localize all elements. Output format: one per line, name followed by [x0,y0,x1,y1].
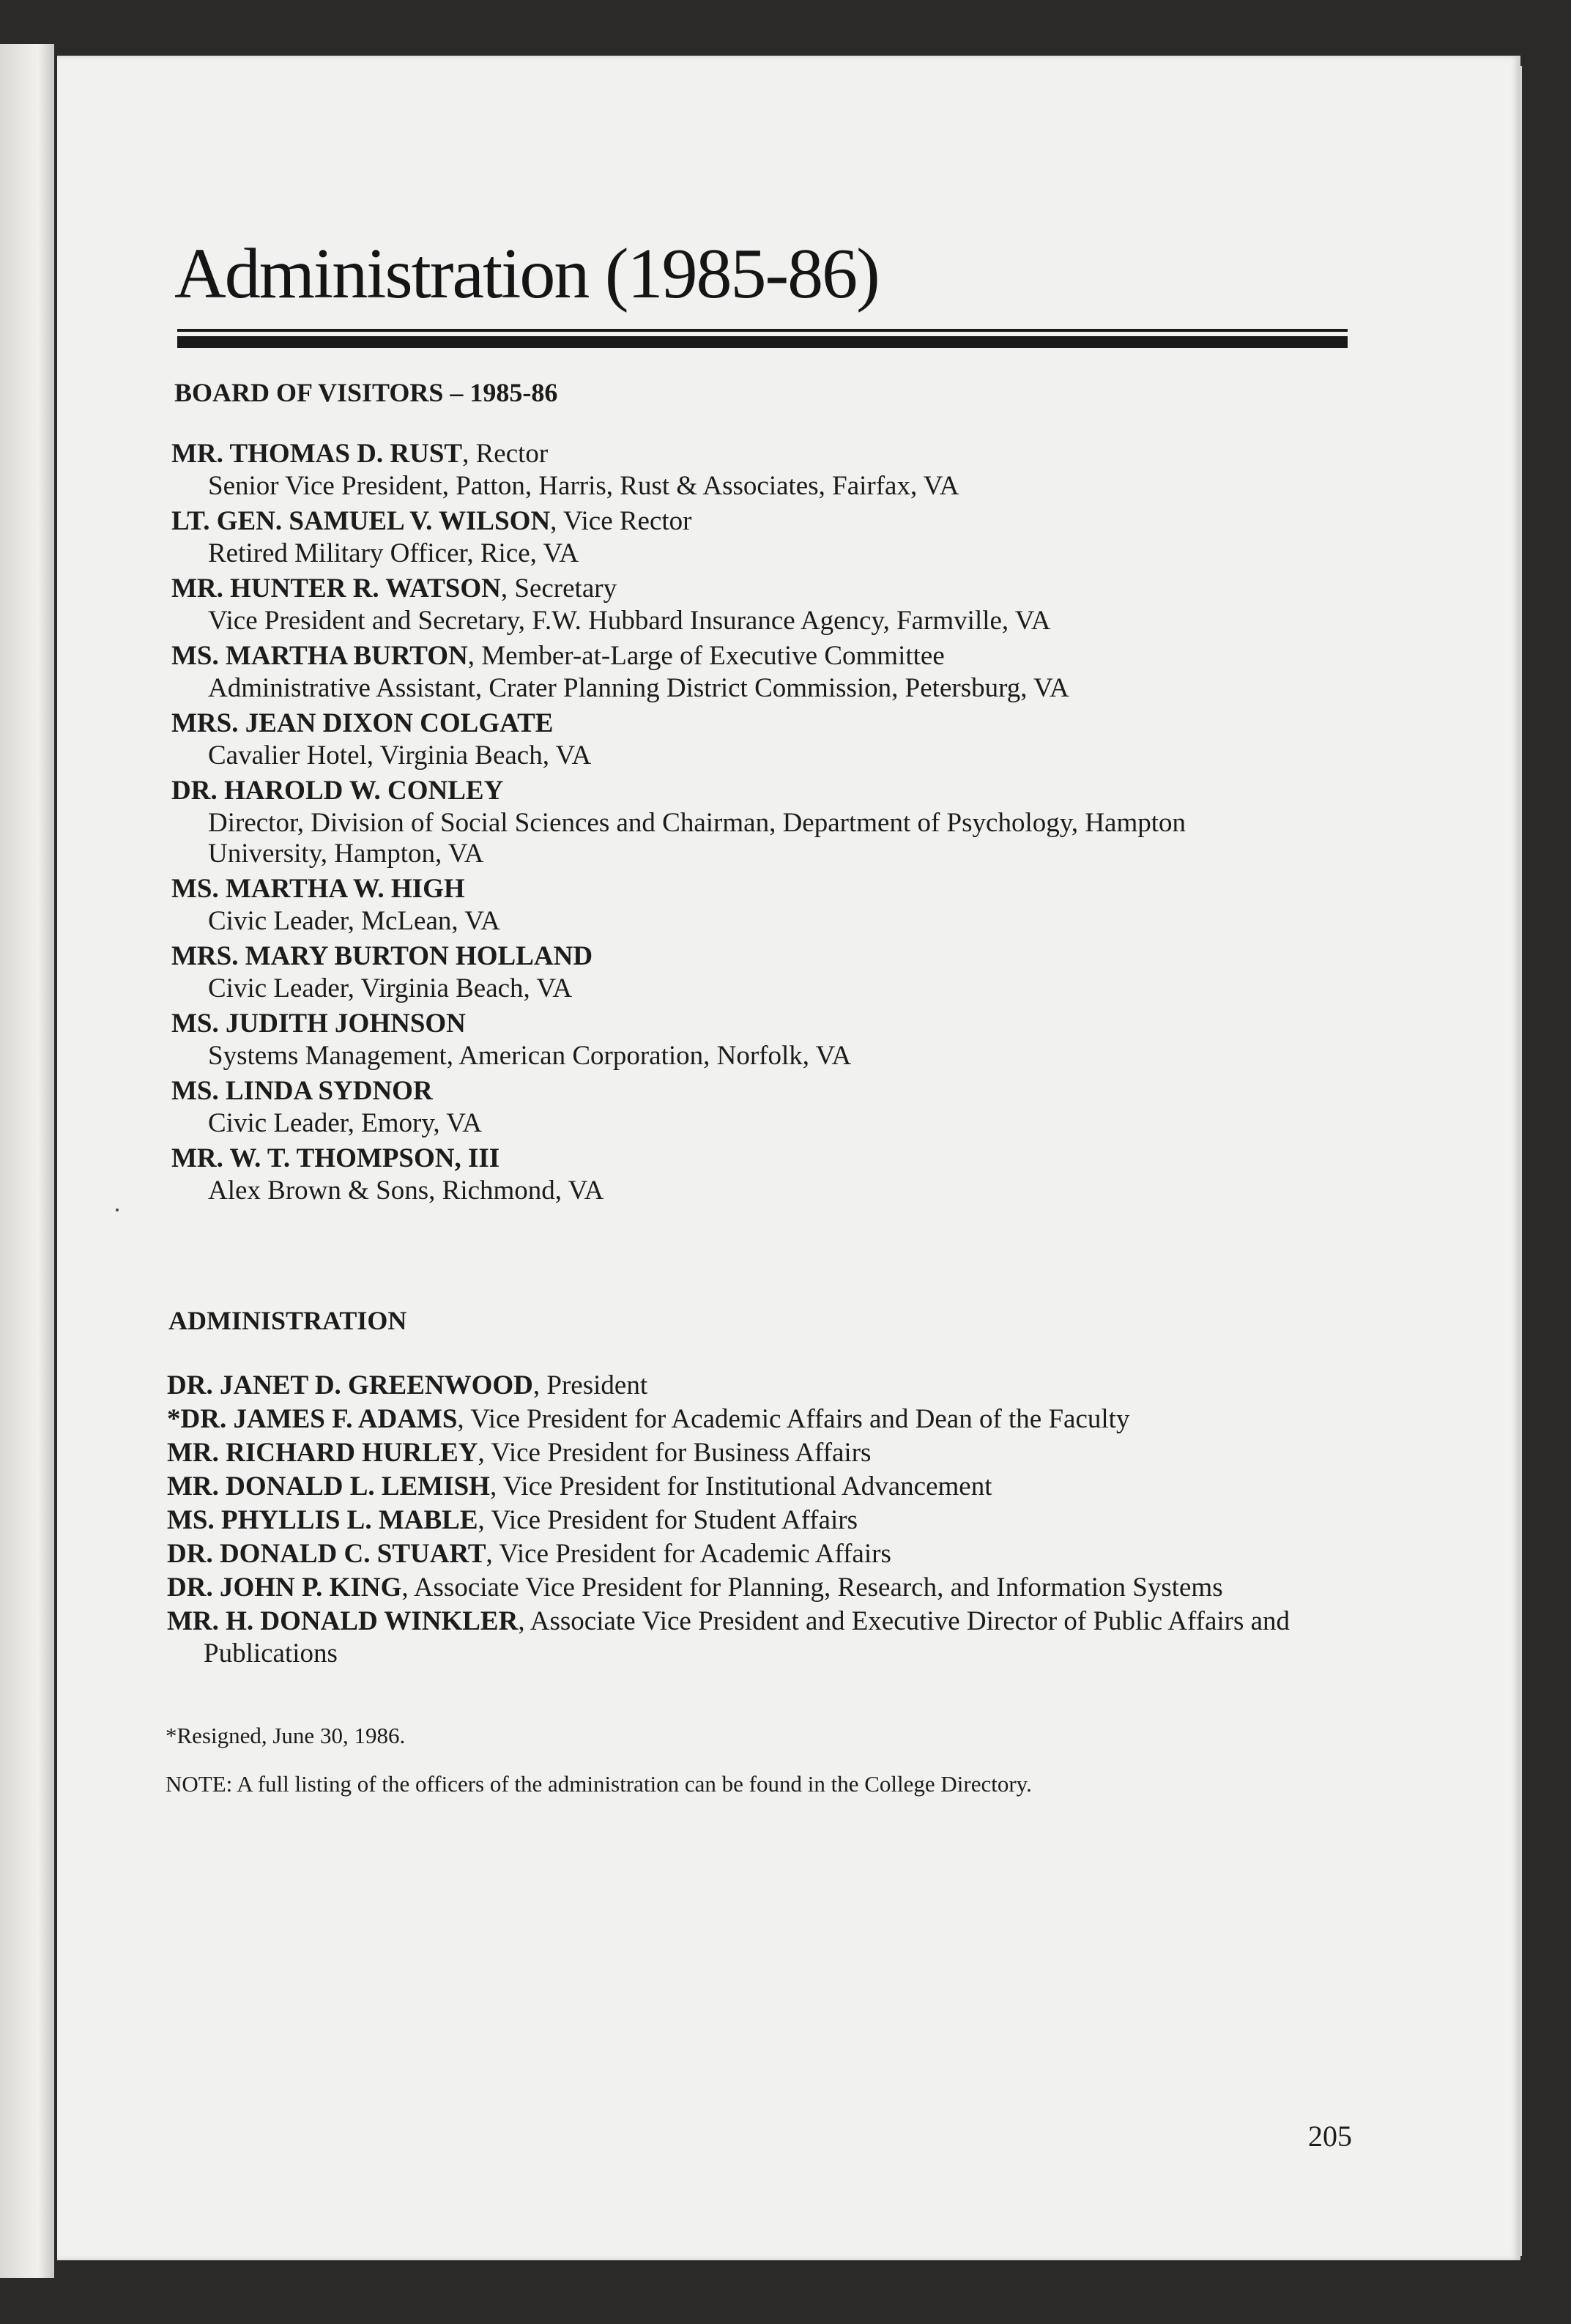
officer-name: MR. RICHARD HURLEY [167,1438,478,1468]
member-name: MS. LINDA SYDNOR [171,1076,433,1106]
member-affiliation: Civic Leader, McLean, VA [208,906,500,936]
stray-mark [116,1209,119,1211]
officer-title: , Vice President for Academic Affairs and Dean of the Faculty [457,1404,1130,1434]
member-name: LT. GEN. SAMUEL V. WILSON [171,506,551,536]
page-title: Administration (1985-86) [174,234,879,313]
board-member [171,505,1416,569]
board-member [171,639,1416,704]
administration-officers-list [167,1370,1310,1671]
board-member [171,940,1416,1004]
member-name: MS. MARTHA BURTON [171,641,468,671]
board-member [171,437,1416,502]
officer-name: MR. H. DONALD WINKLER [167,1606,519,1636]
officer-name: DR. JANET D. GREENWOOD [167,1370,533,1400]
board-heading: BOARD OF VISITORS – 1985-86 [174,378,558,407]
member-affiliation: Civic Leader, Virginia Beach, VA [208,973,573,1003]
officer-title: , Vice President for Institutional Advancement [489,1471,992,1501]
officer-title: , Vice President for Academic Affairs [486,1539,891,1569]
board-member [171,1074,1416,1139]
member-affiliation: Senior Vice President, Patton, Harris, Rust & Associates, Fairfax, VA [208,471,959,501]
member-affiliation: Civic Leader, Emory, VA [208,1108,482,1138]
officer-title: , Vice President for Business Affairs [478,1438,872,1468]
member-affiliation: Director, Division of Social Sciences and Chairman, Department of Psychology, Hampton University, Hampton, VA [208,808,1186,869]
officer-entry [167,1605,1310,1670]
board-members-list [171,437,1416,1209]
resignation-footnote: *Resigned, June 30, 1986. [166,1723,406,1748]
member-name: MS. JUDITH JOHNSON [171,1009,466,1039]
member-name: MS. MARTHA W. HIGH [171,874,465,904]
board-member [171,1142,1416,1206]
member-affiliation: Alex Brown & Sons, Richmond, VA [208,1176,604,1206]
officer-name: MR. DONALD L. LEMISH [167,1471,490,1501]
member-name: MRS. JEAN DIXON COLGATE [171,708,554,738]
officer-name: MS. PHYLLIS L. MABLE [167,1505,478,1535]
officer-entry [167,1437,1310,1469]
title-rule-thin [177,329,1348,332]
officer-title: , President [532,1370,648,1400]
member-name: MR. W. T. THOMPSON, III [171,1143,500,1173]
officer-name: *DR. JAMES F. ADAMS [167,1404,458,1434]
directory-note: NOTE: A full listing of the officers of the administration can be found in the College Directory. [166,1771,1032,1797]
member-name: MR. HUNTER R. WATSON [171,573,501,604]
board-member [171,1007,1416,1072]
board-member [171,707,1416,771]
officer-name: DR. DONALD C. STUART [167,1539,486,1569]
officer-entry [167,1572,1310,1604]
officer-title: , Associate Vice President for Planning, Research, and Information Systems [401,1573,1223,1603]
officer-entry [167,1538,1310,1570]
member-name: DR. HAROLD W. CONLEY [171,776,504,806]
title-rule-thick [177,336,1348,348]
board-member [171,872,1416,937]
member-name: MRS. MARY BURTON HOLLAND [171,941,593,971]
officer-entry [167,1504,1310,1537]
adjacent-page-edge [0,44,54,2278]
member-affiliation: Retired Military Officer, Rice, VA [208,538,579,568]
member-role: , Member-at-Large of Executive Committee [467,641,945,671]
officer-title: , Associate Vice President and Executive Director of Public Affairs and Publications [204,1606,1290,1668]
officer-entry [167,1403,1310,1436]
officer-entry [167,1471,1310,1503]
administration-heading: ADMINISTRATION [168,1306,407,1335]
member-affiliation: Cavalier Hotel, Virginia Beach, VA [208,740,592,771]
board-member [171,572,1416,636]
officer-name: DR. JOHN P. KING [167,1573,402,1603]
board-member [171,774,1416,869]
member-name: MR. THOMAS D. RUST [171,439,463,469]
page-number: 205 [1308,2120,1352,2153]
member-role: , Vice Rector [550,506,692,536]
member-affiliation: Administrative Assistant, Crater Planning District Commission, Petersburg, VA [208,673,1069,703]
officer-entry [167,1370,1310,1402]
member-affiliation: Systems Management, American Corporation, Norfolk, VA [208,1041,852,1071]
officer-title: , Vice President for Student Affairs [478,1505,858,1535]
member-affiliation: Vice President and Secretary, F.W. Hubbard Insurance Agency, Farmville, VA [208,606,1051,636]
member-role: , Secretary [500,573,617,604]
member-role: , Rector [462,439,549,469]
